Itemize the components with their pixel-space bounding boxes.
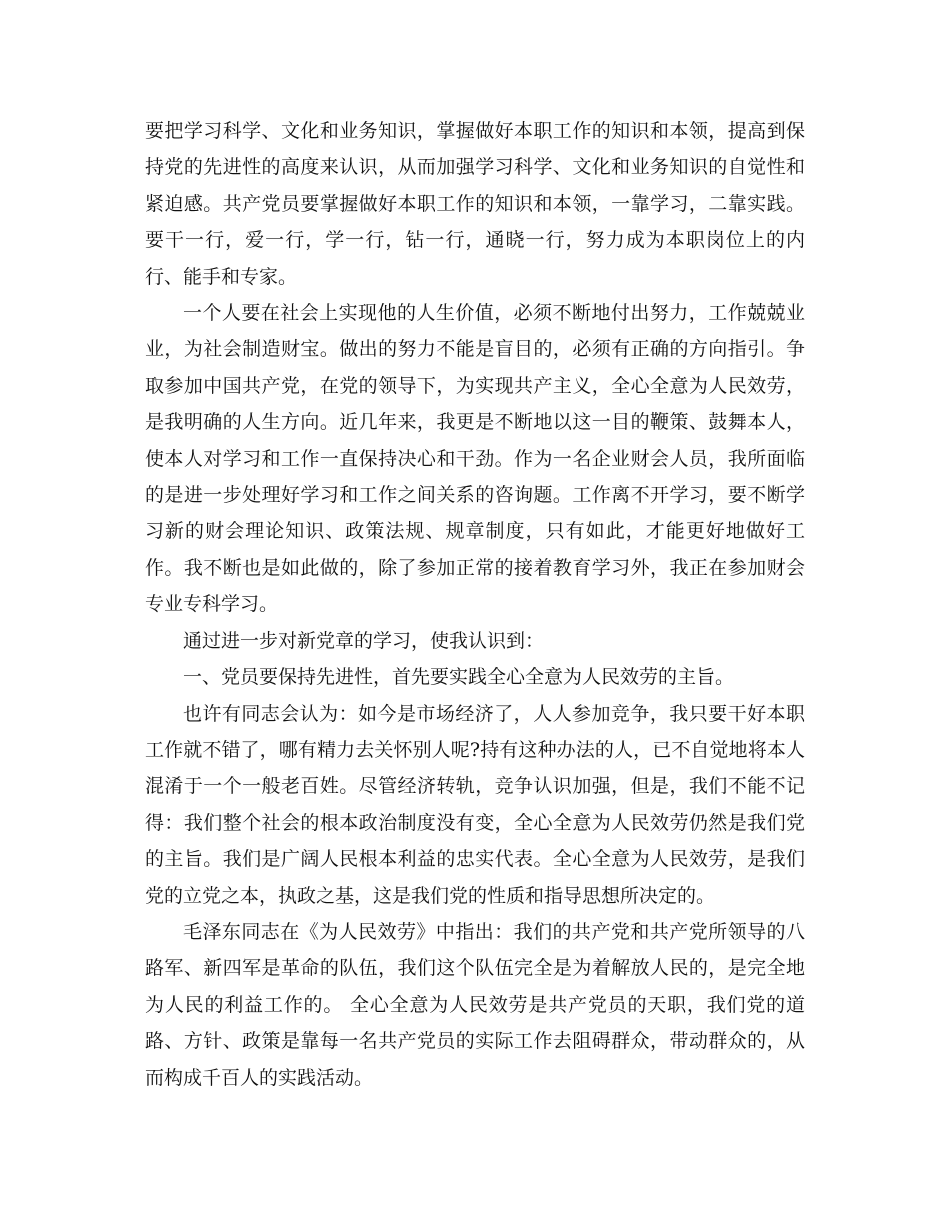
document-body [145, 113, 805, 1096]
paragraph-6: 毛泽东同志在《为人民效劳》中指出：我们的共产党和共产党所领导的八路军、新四军是革命的队伍，我们这个队伍完全是为着解放人民的，是完全地为人民的利益工作的。 全心全意为人民效劳是共产党员的天职，我们党的道路、方针、政策是靠每一名共产党员的实际工作去阻碍群众，带动群众的，从而构成千百人的实践活动。 [145, 920, 805, 1089]
paragraph-3: 通过进一步对新党章的学习，使我认识到： [183, 629, 545, 652]
paragraph-1: 要把学习科学、文化和业务知识，掌握做好本职工作的知识和本领，提高到保持党的先进性的高度来认识，从而加强学习科学、文化和业务知识的自觉性和紧迫感。共产党员要掌握做好本职工作的知识和本领，一靠学习，二靠实践。要干一行，爱一行，学一行，钻一行，通晓一行，努力成为本职岗位上的内行、能手和专家。 [145, 120, 805, 288]
paragraph-2: 一个人要在社会上实现他的人生价值，必须不断地付出努力，工作兢兢业业，为社会制造财宝。做出的努力不能是盲目的，必须有正确的方向指引。争取参加中国共产党，在党的领导下，为实现共产主义，全心全意为人民效劳，是我明确的人生方向。近几年来，我更是不断地以这一目的鞭策、鼓舞本人，使本人对学习和工作一直保持决心和干劲。作为一名企业财会人员，我所面临的是进一步处理好学习和工作之间关系的咨询题。工作离不开学习，要不断学习新的财会理论知识、政策法规、规章制度，只有如此，才能更好地做好工作。我不断也是如此做的，除了参加正常的接着教育学习外，我正在参加财会专业专科学习。 [145, 302, 805, 616]
paragraph-4: 一、党员要保持先进性，首先要实践全心全意为人民效劳的主旨。 [183, 666, 735, 689]
paragraph-5: 也许有同志会认为：如今是市场经济了，人人参加竞争，我只要干好本职工作就不错了，哪有精力去关怀别人呢?持有这种办法的人，已不自觉地将本人混淆于一个一般老百姓。尽管经济转轨，竞争认识加强，但是，我们不能不记得：我们整个社会的根本政治制度没有变，全心全意为人民效劳仍然是我们党的主旨。我们是广阔人民根本利益的忠实代表。全心全意为人民效劳，是我们党的立党之本，执政之基，这是我们党的性质和指导思想所决定的。 [145, 702, 805, 907]
